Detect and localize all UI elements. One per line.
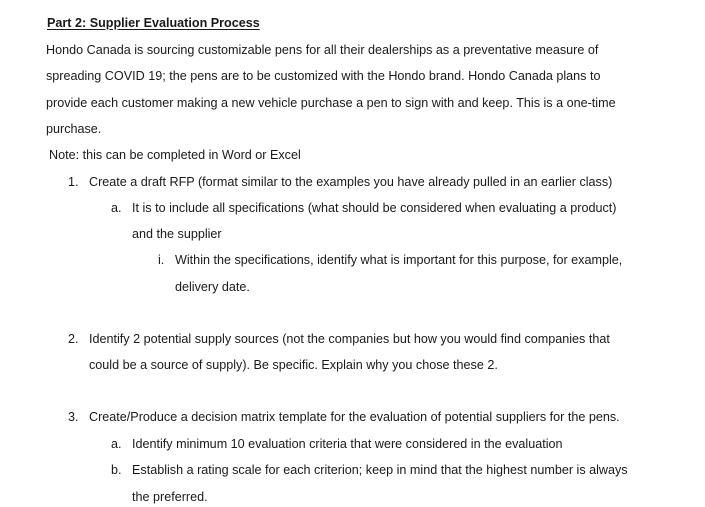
list-item-1a-line-1: It is to include all specifications (what should be considered when evaluating a product) <box>132 201 617 215</box>
list-item-3-text: Create/Produce a decision matrix template for the evaluation of potential suppliers for the pens. <box>89 410 620 424</box>
list-marker-1: 1. <box>68 175 79 189</box>
list-marker-3: 3. <box>68 410 79 424</box>
list-item-2-line-2: could be a source of supply). Be specific. Explain why you chose these 2. <box>89 358 498 372</box>
list-item-3a-text: Identify minimum 10 evaluation criteria that were considered in the evaluation <box>132 437 563 451</box>
list-marker-2: 2. <box>68 332 79 346</box>
list-item-1ai-line-2: delivery date. <box>175 280 250 294</box>
intro-line-1: Hondo Canada is sourcing customizable pens for all their dealerships as a preventative measure of <box>46 43 599 57</box>
intro-line-4: purchase. <box>46 122 102 136</box>
note-text: Note: this can be completed in Word or Excel <box>49 148 301 162</box>
section-heading: Part 2: Supplier Evaluation Process <box>47 16 260 30</box>
list-item-2-line-1: Identify 2 potential supply sources (not the companies but how you would find companies that <box>89 332 610 346</box>
list-item-3b-line-2: the preferred. <box>132 490 208 504</box>
intro-line-2: spreading COVID 19; the pens are to be customized with the Hondo brand. Hondo Canada plans to <box>46 69 601 83</box>
list-marker-3a: a. <box>111 437 122 451</box>
list-item-3b-line-1: Establish a rating scale for each criterion; keep in mind that the highest number is always <box>132 463 628 477</box>
list-marker-1ai: i. <box>158 253 165 267</box>
list-item-1-text: Create a draft RFP (format similar to the examples you have already pulled in an earlier class) <box>89 175 613 189</box>
list-marker-3b: b. <box>111 463 122 477</box>
list-item-1a-line-2: and the supplier <box>132 227 222 241</box>
intro-line-3: provide each customer making a new vehicle purchase a pen to sign with and keep. This is a one-time <box>46 96 616 110</box>
list-marker-1a: a. <box>111 201 122 215</box>
list-item-1ai-line-1: Within the specifications, identify what is important for this purpose, for example, <box>175 253 623 267</box>
